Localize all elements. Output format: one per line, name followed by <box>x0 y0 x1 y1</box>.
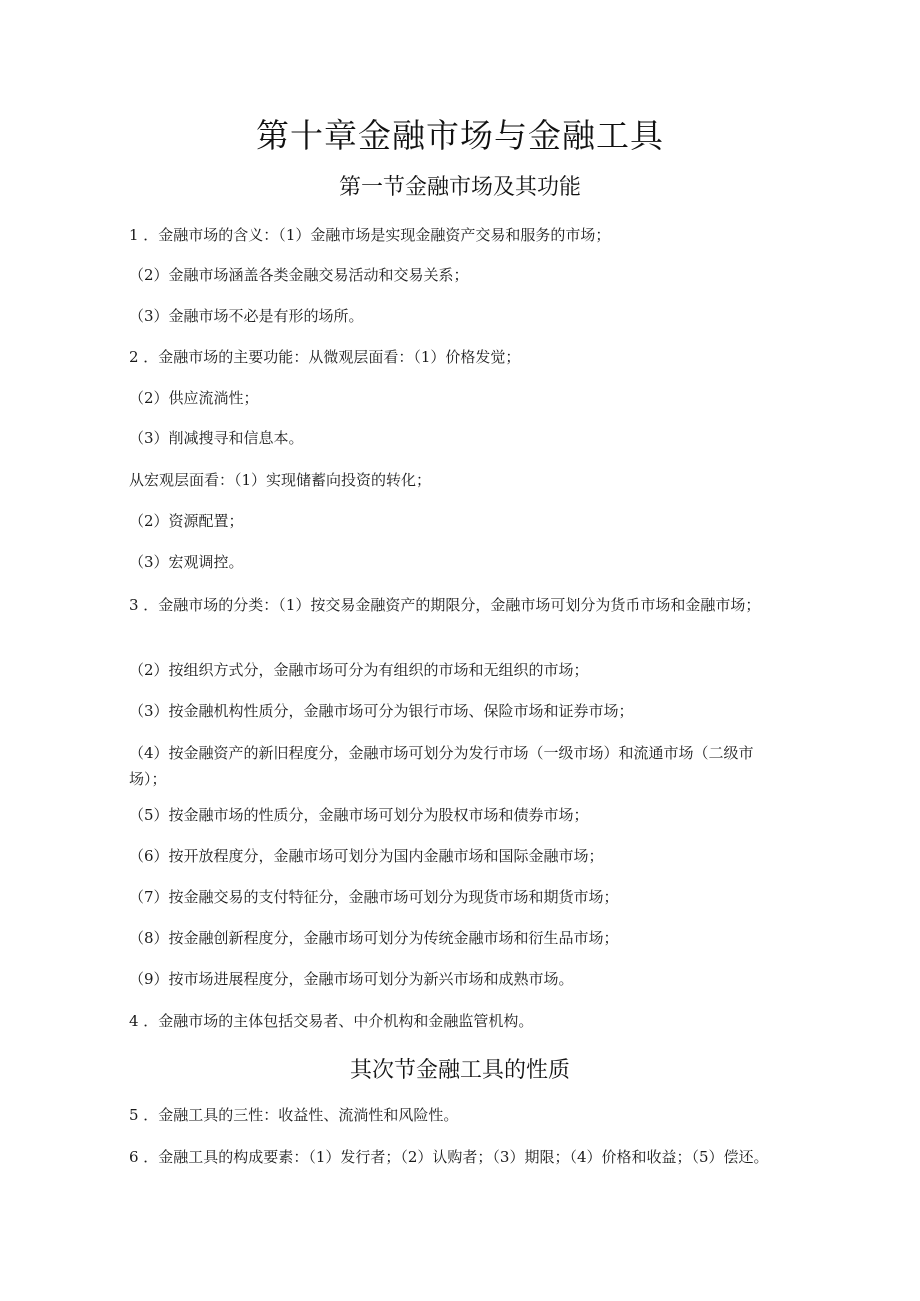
section-heading-2: 其次节金融工具的性质 <box>349 1058 570 1083</box>
paragraph: （5）按金融市场的性质分，金融市场可划分为股权市场和债券市场； <box>129 806 589 824</box>
paragraph: （4）按金融资产的新旧程度分，金融市场可划分为发行市场（一级市场）和流通市场（二级市场）； <box>129 744 754 788</box>
document-title: 第十章金融市场与金融工具 <box>256 116 664 155</box>
paragraph: （2）资源配置； <box>129 512 244 530</box>
paragraph: 6 ．金融工具的构成要素：（1）发行者；（2）认购者；（3）期限；（4）价格和收益；（5）偿还。 <box>129 1148 769 1166</box>
paragraph: （7）按金融交易的支付特征分，金融市场可划分为现货市场和期货市场； <box>129 888 619 906</box>
paragraph: （2）金融市场涵盖各类金融交易活动和交易关系； <box>129 266 469 284</box>
paragraph: （2）按组织方式分，金融市场可分为有组织的市场和无组织的市场； <box>129 661 589 679</box>
paragraph: （9）按市场进展程度分，金融市场可划分为新兴市场和成熟市场。 <box>129 970 574 988</box>
paragraph: （8）按金融创新程度分，金融市场可划分为传统金融市场和衍生品市场； <box>129 929 619 947</box>
paragraph: 5 ．金融工具的三性：收益性、流淌性和风险性。 <box>129 1106 459 1124</box>
paragraph: （3）金融市场不必是有形的场所。 <box>129 307 364 325</box>
paragraph: 4 ．金融市场的主体包括交易者、中介机构和金融监管机构。 <box>129 1012 534 1030</box>
section-heading-1: 第一节金融市场及其功能 <box>338 175 581 200</box>
paragraph: （3）宏观调控。 <box>129 553 244 571</box>
paragraph: （6）按开放程度分，金融市场可划分为国内金融市场和国际金融市场； <box>129 847 604 865</box>
paragraph: 1 ．金融市场的含义：（1）金融市场是实现金融资产交易和服务的市场； <box>129 226 611 244</box>
paragraph: 2 ．金融市场的主要功能：从微观层面看：（1）价格发觉； <box>129 348 521 366</box>
paragraph: （3）按金融机构性质分，金融市场可分为银行市场、保险市场和证券市场； <box>129 702 634 720</box>
paragraph: （2）供应流淌性； <box>129 389 259 407</box>
paragraph: 3 ．金融市场的分类：（1）按交易金融资产的期限分，金融市场可划分为货币市场和金融市场； <box>129 596 761 614</box>
paragraph: 从宏观层面看：（1）实现储蓄向投资的转化； <box>129 471 432 489</box>
paragraph: （3）削减搜寻和信息本。 <box>129 429 304 447</box>
